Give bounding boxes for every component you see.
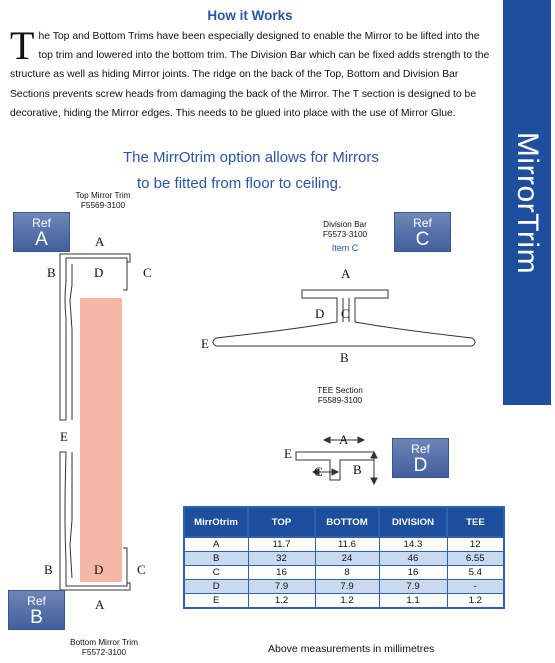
table-row [184,580,504,594]
division-label-d: D [315,306,325,321]
table-header: TOP [248,507,315,537]
tee-profile [296,437,377,484]
measurement-note: Above measurements in millimetres [268,643,435,655]
table-header-row [184,507,504,537]
table-cell: 1.2 [447,594,504,609]
table-cell: 1.1 [379,594,447,609]
table-cell: C [184,566,248,580]
table-cell: 14.3 [379,537,447,552]
table-cell: 7.9 [315,580,379,594]
table-cell: 1.2 [315,594,379,609]
drop-cap: T [10,23,35,68]
table-cell: 1.2 [248,594,315,609]
table-header: DIVISION [379,507,447,537]
table-cell: 8 [315,566,379,580]
bottom-trim-caption: Bottom Mirror Trim F5572-3100 [70,638,138,657]
table-row [184,594,504,609]
bottom-label-a: A [95,597,105,612]
intro-text: he Top and Bottom Trims have been especially designed to enable the Mirror to be lifted into the top trim and lowered into the bottom trim. The Division Bar which can be fixed adds strength to the structure as well as hiding Mirror joints. The ridge on the back of the Top, Bottom and Division Bar Sections prevents screw heads from damaging the back of the Mirror. The T section is designed to be decorative, hiding the Mirror edges. This needs to be glued into place with the use of Mirror Glue. [10,31,490,119]
measurements-table [183,506,505,609]
table-cell: B [184,552,248,566]
table-cell: 7.9 [248,580,315,594]
bottom-label-b: B [44,562,53,577]
tee-label-a: A [339,432,349,447]
table-cell: E [184,594,248,609]
top-label-a: A [95,234,105,249]
ref-d-badge: Ref D [392,438,449,478]
ref-c-badge: Ref C [394,212,451,252]
bottom-label-d: D [94,562,104,577]
table-row [184,552,504,566]
tagline-line-1: The MirrOtrim option allows for Mirrors [123,149,379,166]
table-cell: 5.4 [447,566,504,580]
top-label-c: C [143,265,152,280]
tee-label-e: E [284,446,292,461]
top-label-b: B [47,265,56,280]
ref-a-badge: Ref A [13,212,70,252]
tagline-line-2: to be fitted from floor to ceiling. [137,175,343,192]
table-cell: 16 [379,566,447,580]
tee-label-b: B [353,462,362,477]
division-bar-caption: Division Bar F5573-3100 Item C [322,220,368,253]
tee-label-c: C [314,464,323,479]
section-heading: How it Works [207,8,293,23]
table-cell: 32 [248,552,315,566]
table-cell: 11.7 [248,537,315,552]
table-cell: 11.6 [315,537,379,552]
division-label-e: E [201,336,209,351]
table-header: BOTTOM [315,507,379,537]
table-header: MirrOtrim [184,507,248,537]
division-label-a: A [341,266,351,281]
table-cell: A [184,537,248,552]
table-cell: 6.55 [447,552,504,566]
table-cell: 46 [379,552,447,566]
division-label-b: B [340,350,349,365]
ref-b-badge: Ref B [8,590,65,630]
table-cell: D [184,580,248,594]
table-cell: 16 [248,566,315,580]
top-label-d: D [94,265,104,280]
mirror-panel [80,298,122,582]
division-label-c: C [341,306,350,321]
table-cell: - [447,580,504,594]
sidebar-title: MirrorTrim [511,131,545,274]
top-trim-caption: Top Mirror Trim F5569-3100 [75,191,131,210]
table-header: TEE [447,507,504,537]
table-cell: 24 [315,552,379,566]
table-cell: 12 [447,537,504,552]
side-label-e: E [60,429,68,444]
bottom-label-c: C [137,562,146,577]
table-row [184,566,504,580]
table-row [184,537,504,552]
table-cell: 7.9 [379,580,447,594]
tee-caption: TEE Section F5589-3100 [317,386,363,405]
